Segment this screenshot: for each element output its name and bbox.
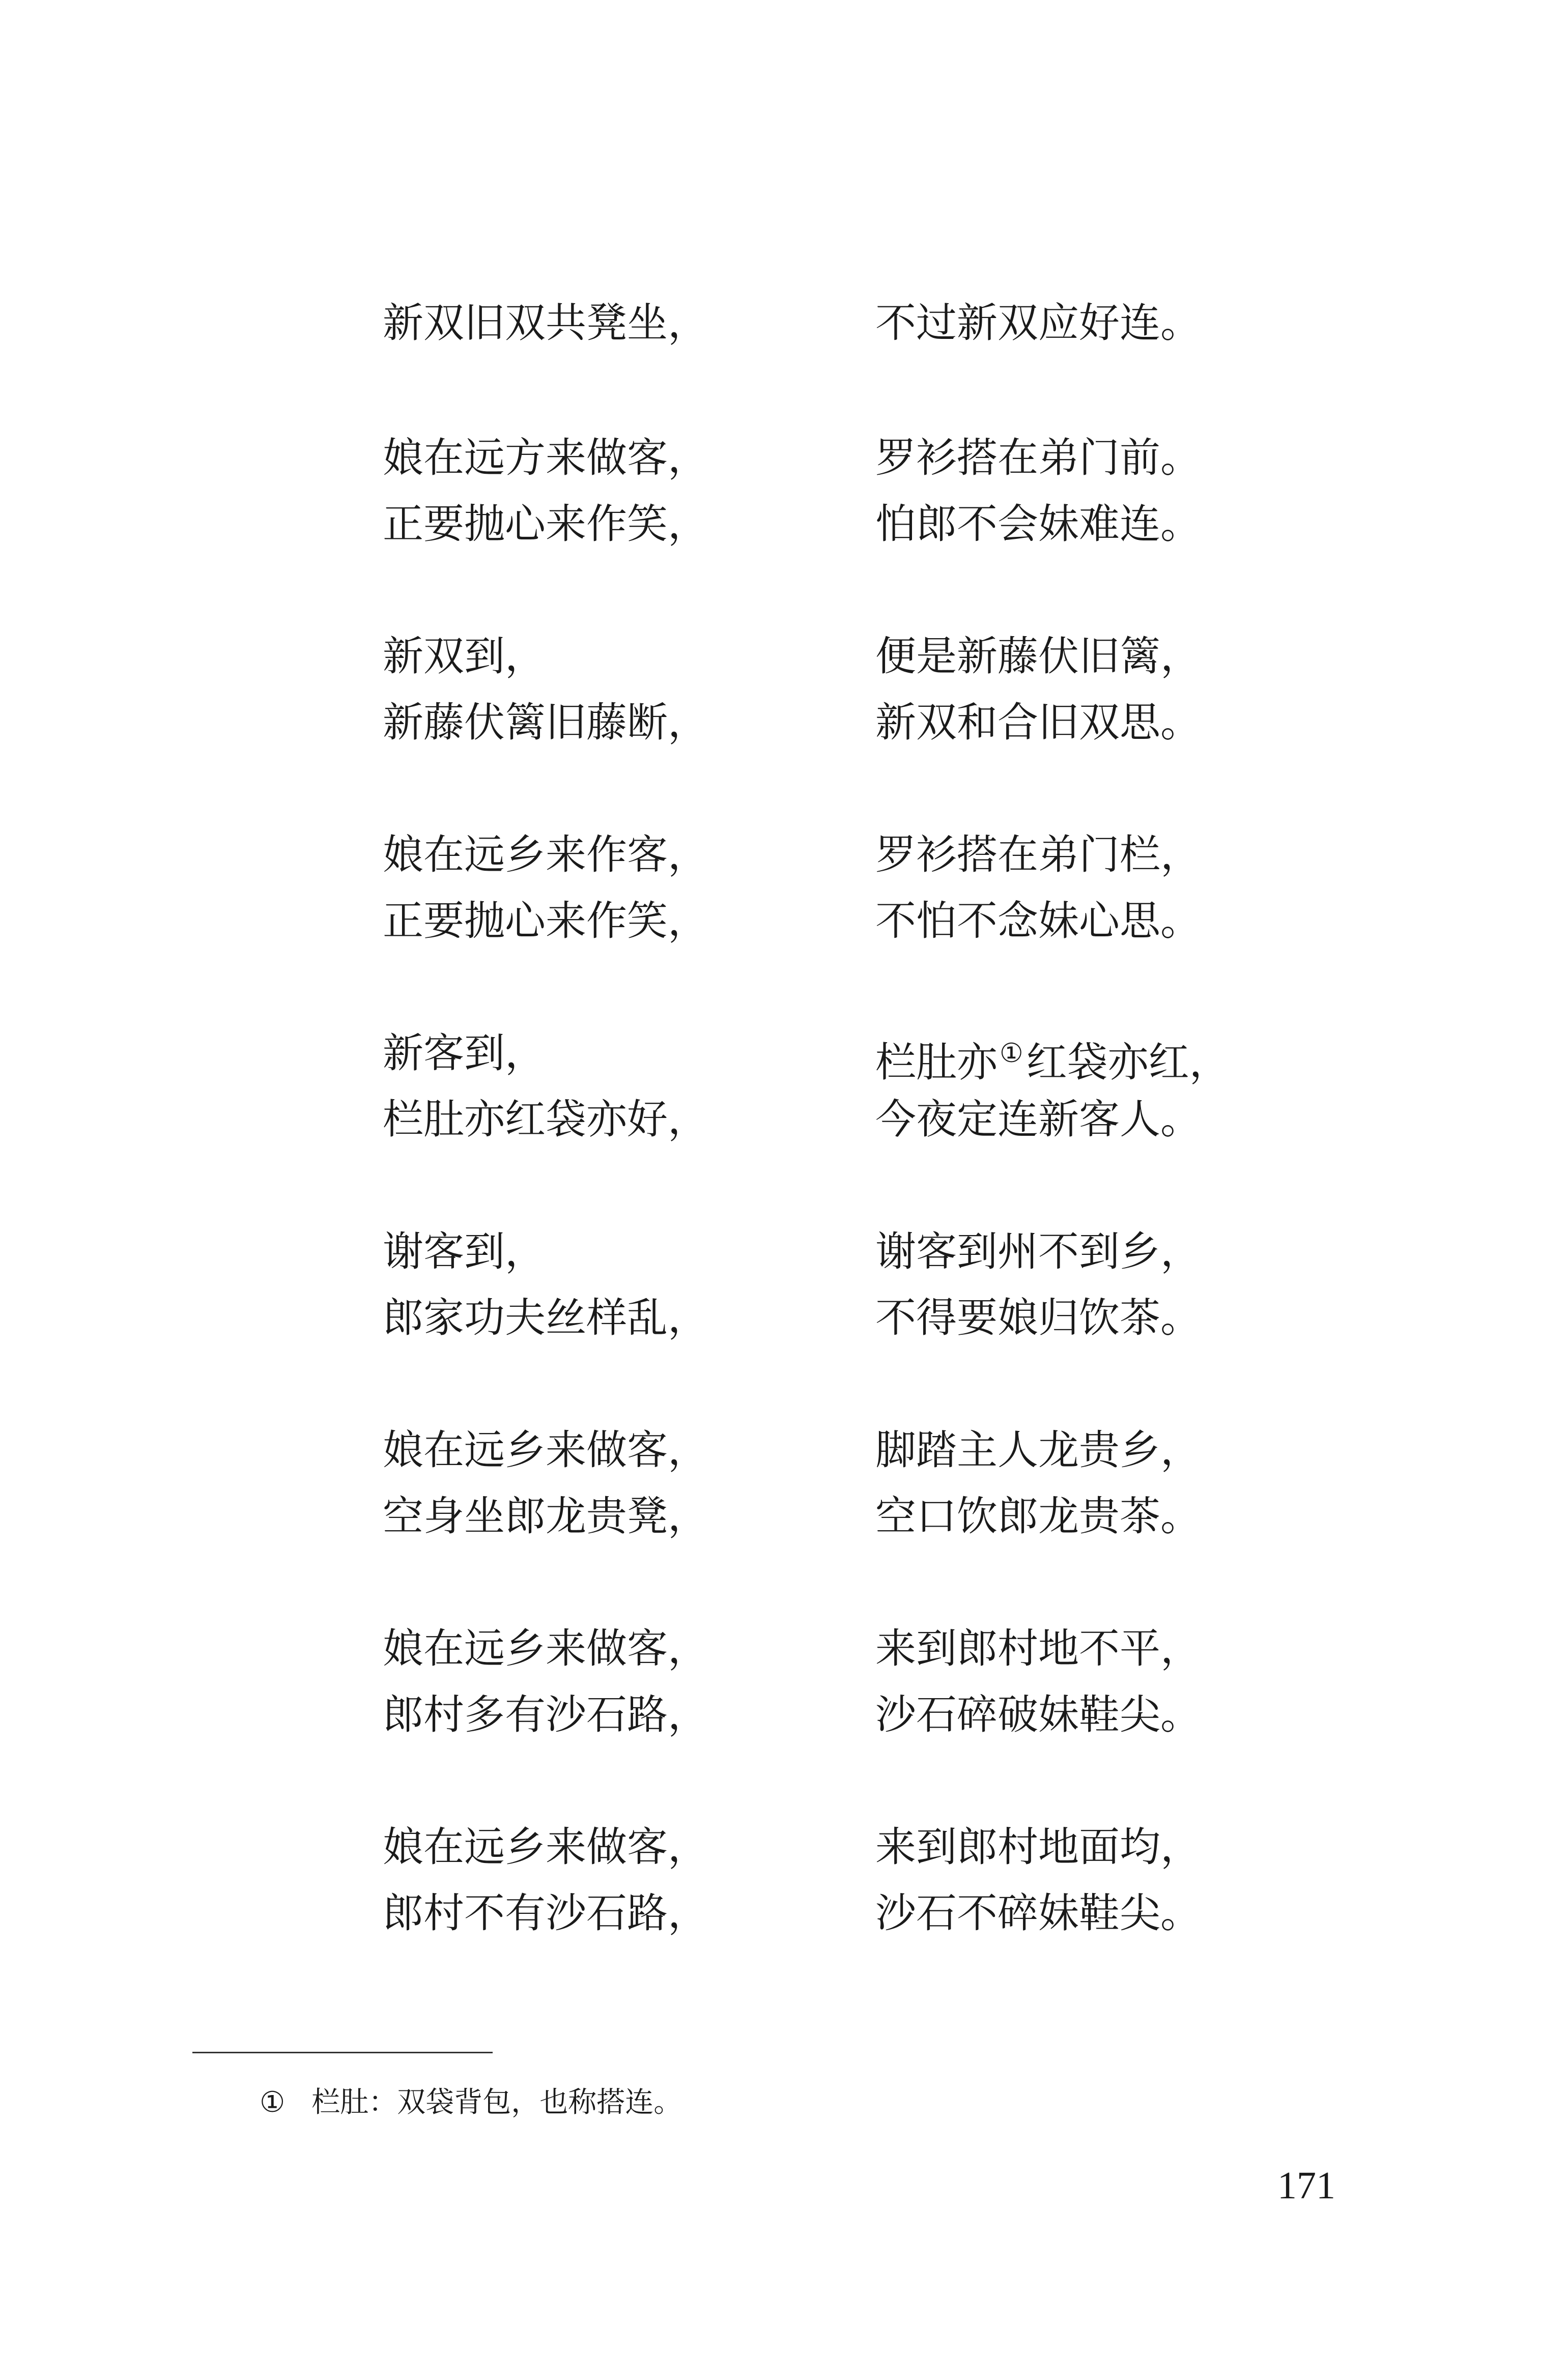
- verse-second-half: 空口饮郎龙贵茶。: [875, 1493, 1201, 1540]
- verse-second-half: 便是新藤伏旧篱，: [875, 633, 1201, 680]
- verse-second-half: 来到郎村地面均，: [875, 1823, 1201, 1871]
- verse-second-half: 罗衫搭在弟门栏，: [875, 831, 1201, 878]
- verse-second-half: 新双和合旧双思。: [875, 699, 1201, 746]
- page-number: 171: [1277, 2164, 1335, 2207]
- verse-first-half: 空身坐郎龙贵凳，: [383, 1493, 708, 1540]
- footnote-divider: [192, 2052, 493, 2053]
- stanza: [383, 1020, 1350, 1153]
- verse-first-half: 新双旧双共凳坐，: [383, 299, 708, 347]
- verse-second-half: [875, 1020, 1230, 1096]
- stanza: [383, 290, 1350, 356]
- footnote: [260, 2082, 682, 2123]
- verse-line: [383, 1616, 1350, 1682]
- verse-second-half: 脚踏主人龙贵乡，: [875, 1426, 1201, 1474]
- verse-line: [383, 1483, 1350, 1550]
- verse-line: [383, 1417, 1350, 1483]
- stanza: [383, 1219, 1350, 1351]
- verse-line: [383, 690, 1350, 756]
- footnote-text: 栏肚：双袋背包，也称搭连。: [311, 2086, 682, 2119]
- verse-second-half: 今夜定连新客人。: [875, 1096, 1201, 1143]
- footnote-reference[interactable]: ①: [1000, 1038, 1023, 1069]
- verse-line: [383, 1020, 1350, 1086]
- verse-first-half: 娘在远乡来做客，: [383, 1426, 708, 1474]
- verse-line: [383, 1086, 1350, 1153]
- stanza: [383, 623, 1350, 756]
- verse-second-half: 沙石碎破妹鞋尖。: [875, 1691, 1201, 1738]
- verse-line: [383, 888, 1350, 954]
- verse-first-half: 正要抛心来作笑，: [383, 500, 708, 548]
- verse-line: [383, 1880, 1350, 1946]
- stanza: [383, 1417, 1350, 1550]
- verse-first-half: 新藤伏篱旧藤断，: [383, 699, 708, 746]
- verse-line: [383, 623, 1350, 690]
- verse-second-half: 谢客到州不到乡，: [875, 1228, 1201, 1275]
- verse-first-half: 郎村多有沙石路，: [383, 1691, 708, 1738]
- verse-first-half: 新客到，: [383, 1029, 546, 1077]
- verse-line: [383, 425, 1350, 491]
- verse-first-half: 郎家功夫丝样乱，: [383, 1294, 708, 1341]
- stanza: [383, 1814, 1350, 1946]
- verse-second-half: 不过新双应好连。: [875, 299, 1201, 347]
- verse-first-half: 娘在远方来做客，: [383, 434, 708, 481]
- stanza: [383, 1616, 1350, 1748]
- verse-first-half: 娘在远乡来做客，: [383, 1823, 708, 1871]
- verse-second-half: 怕郎不会妹难连。: [875, 500, 1201, 548]
- verse-second-half: 来到郎村地不平，: [875, 1625, 1201, 1672]
- verse-line: [383, 290, 1350, 356]
- verse-text: 栏肚亦: [875, 1039, 998, 1086]
- verse-line: [383, 822, 1350, 888]
- verse-first-half: 郎村不有沙石路，: [383, 1889, 708, 1937]
- verse-first-half: 娘在远乡来做客，: [383, 1625, 708, 1672]
- verse-line: [383, 1814, 1350, 1880]
- verse-line: [383, 1682, 1350, 1748]
- verse-second-half: 不得要娘归饮茶。: [875, 1294, 1201, 1341]
- stanza: [383, 822, 1350, 954]
- verse-line: [383, 491, 1350, 557]
- verse-line: [383, 1285, 1350, 1351]
- verse-first-half: 娘在远乡来作客，: [383, 831, 708, 878]
- verse-first-half: 新双到，: [383, 633, 546, 680]
- verse-second-half: 罗衫搭在弟门前。: [875, 434, 1201, 481]
- verse-text: 红袋亦红，: [1026, 1039, 1230, 1086]
- verse-line: [383, 1219, 1350, 1285]
- verse-first-half: 栏肚亦红袋亦好，: [383, 1096, 708, 1143]
- footnote-number: ①: [260, 2086, 286, 2119]
- verse-second-half: 不怕不念妹心思。: [875, 897, 1201, 944]
- stanza: [383, 425, 1350, 557]
- verse-first-half: 正要抛心来作笑，: [383, 897, 708, 944]
- verse-first-half: 谢客到，: [383, 1228, 546, 1275]
- verse-second-half: 沙石不碎妹鞋尖。: [875, 1889, 1201, 1937]
